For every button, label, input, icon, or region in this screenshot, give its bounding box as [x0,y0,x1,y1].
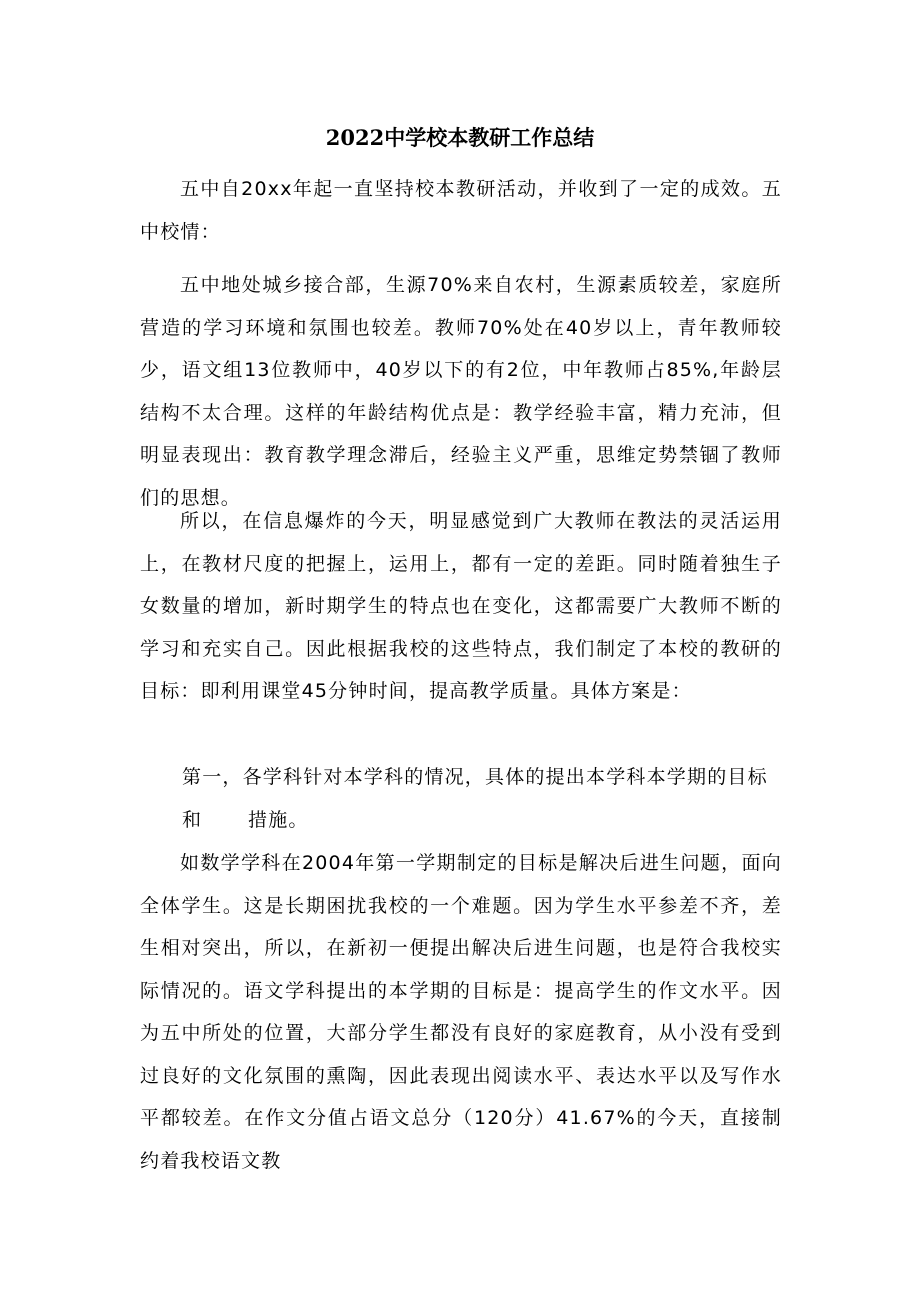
paragraph-school-situation: 五中地处城乡接合部，生源70%来自农村，生源素质较差，家庭所营造的学习环境和氛围也较差。教师70%处在40岁以上，青年教师较少，语文组13位教师中，40岁以下的有2位，中年教师占85%,年龄层结构不太合理。这样的年龄结构优点是：教学经验丰富，精力充沛，但明显表现出：教育教学理念滞后，经验主义严重，思维定势禁锢了教师们的思想。 [140,274,782,509]
document-title: 2022中学校本教研工作总结 [325,125,595,150]
paragraph-teaching-goal: 所以，在信息爆炸的今天，明显感觉到广大教师在教法的灵活运用上，在教材尺度的把握上，运用上，都有一定的差距。同时随着独生子女数量的增加，新时期学生的特点也在变化，这都需要广大教师不断的学习和充实自己。因此根据我校的这些特点，我们制定了本校的教研的目标：即利用课堂45分钟时间，提高教学质量。具体方案是： [140,510,782,702]
paragraph-subject-goals: 如数学学科在2004年第一学期制定的目标是解决后进生问题，面向全体学生。这是长期困扰我校的一个难题。因为学生水平参差不齐，差生相对突出，所以，在新初一便提出解决后进生问题，也是符合我校实际情况的。语文学科提出的本学期的目标是：提高学生的作文水平。因为五中所处的位置，大部分学生都没有良好的家庭教育，从小没有受到过良好的文化氛围的熏陶，因此表现出阅读水平、表达水平以及写作水平都较差。在作文分值占语文总分（120分）41.67%的今天，直接制约着我校语文教 [140,852,782,1172]
paragraph-intro: 五中自20xx年起一直坚持校本教研活动，并收到了一定的成效。五中校情： [140,178,782,243]
list-item-first-continuation: 措施。 [248,809,309,831]
list-item-first: 第一，各学科针对本学科的情况，具体的提出本学科本学期的目标和 [182,766,768,831]
